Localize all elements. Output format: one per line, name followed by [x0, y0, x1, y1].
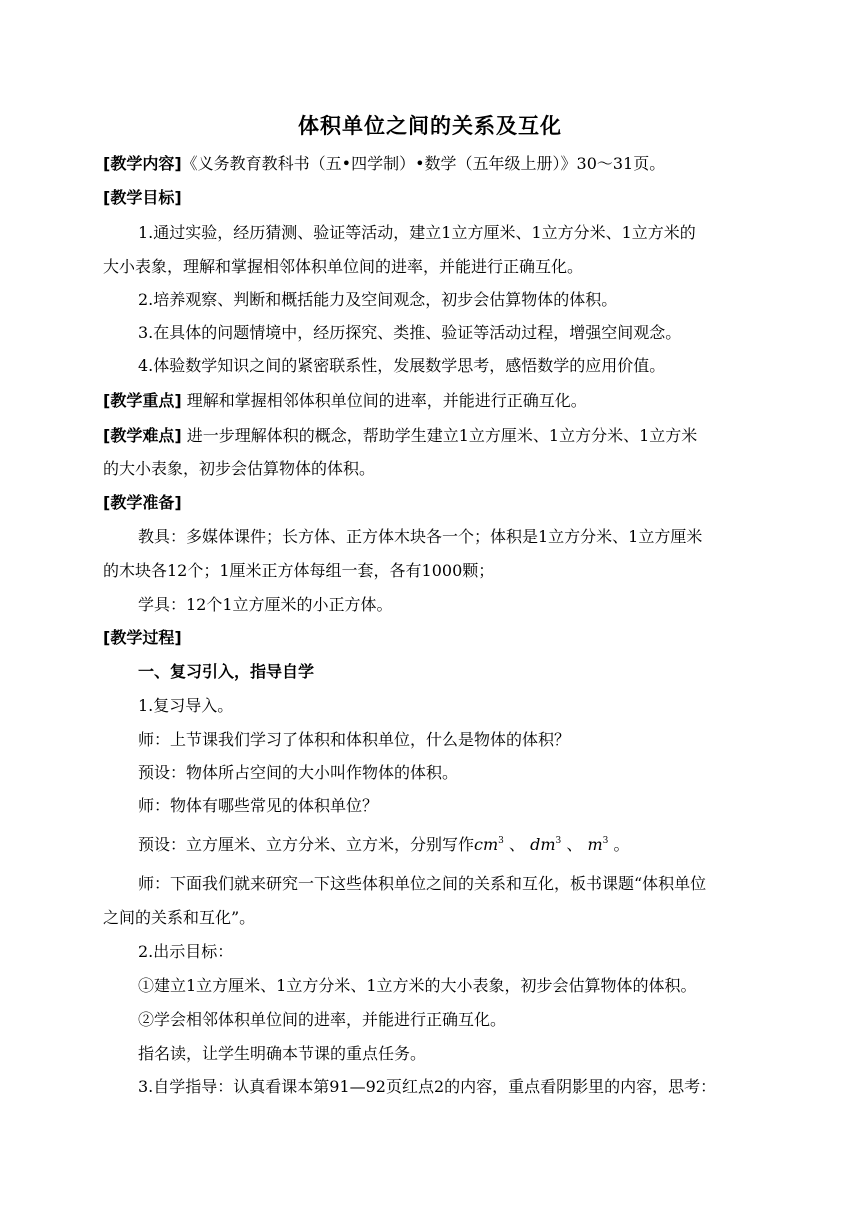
key-label: [教学重点] — [103, 391, 182, 410]
step-3: 3.自学指导：认真看课本第91—92页红点2的内容，重点看阴影里的内容，思考： — [138, 1077, 717, 1096]
key-line — [103, 391, 763, 411]
objective-2: ②学会相邻体积单位间的进率，并能进行正确互化。 — [138, 1010, 507, 1029]
step-2: 2.出示目标： — [138, 942, 234, 961]
unit-cubic-cm: $cm^3$ — [474, 835, 504, 854]
goal-3: 3.在具体的问题情境中，经历探究、类推、验证等活动过程，增强空间观念。 — [138, 323, 682, 342]
separator: 、 — [566, 835, 583, 854]
teacher-talk-3-line-1: 师：下面我们就来研究一下这些体积单位之间的关系和互化，板书课题“体积单位 — [138, 874, 707, 893]
difficulty-line-1 — [103, 426, 763, 446]
goal-1-line-1: 1.通过实验，经历猜测、验证等活动，建立1立方厘米、1立方分米、1立方米的 — [138, 223, 696, 242]
teacher-question-1: 师：上节课我们学习了体积和体积单位，什么是物体的体积？ — [138, 730, 571, 749]
goal-1-line-2: 大小表象，理解和掌握相邻体积单位间的进率，并能进行正确互化。 — [103, 257, 584, 276]
teacher-question-2: 师：物体有哪些常见的体积单位？ — [138, 796, 379, 815]
difficulty-text-1: 进一步理解体积的概念，帮助学生建立1立方厘米、1立方分米、1立方米 — [186, 426, 698, 445]
goals-label: [教学目标] — [103, 188, 182, 207]
objective-1: ①建立1立方厘米、1立方分米、1立方米的大小表象，初步会估算物体的体积。 — [138, 976, 697, 995]
prep-student: 学具：12个1立方厘米的小正方体。 — [138, 595, 393, 614]
separator: 、 — [508, 835, 525, 854]
sentence-end: 。 — [613, 835, 630, 854]
teacher-talk-3-line-2: 之间的关系和互化”。 — [103, 908, 256, 927]
prep-label: [教学准备] — [103, 493, 182, 512]
goal-4: 4.体验数学知识之间的紧密联系性，发展数学思考，感悟数学的应用价值。 — [138, 356, 666, 375]
content-label: [教学内容] — [103, 154, 182, 173]
document-title: 体积单位之间的关系及互化 — [298, 114, 562, 138]
section-1-heading: 一、复习引入，指导自学 — [138, 662, 315, 681]
unit-cubic-dm: $dm^3$ — [530, 835, 562, 854]
read-instruction: 指名读，让学生明确本节课的重点任务。 — [138, 1044, 427, 1063]
preset-answer-2 — [138, 835, 763, 855]
step-1: 1.复习导入。 — [138, 696, 234, 715]
key-text: 理解和掌握相邻体积单位间的进率，并能进行正确互化。 — [186, 391, 587, 410]
preset-answer-2-text: 预设：立方厘米、立方分米、立方米，分别写作 — [138, 835, 475, 854]
difficulty-line-2: 的大小表象，初步会估算物体的体积。 — [103, 459, 376, 478]
difficulty-label: [教学难点] — [103, 426, 182, 445]
prep-teacher-line-1: 教具：多媒体课件；长方体、正方体木块各一个；体积是1立方分米、1立方厘米 — [138, 527, 703, 546]
process-label: [教学过程] — [103, 628, 182, 647]
preset-answer-1: 预设：物体所占空间的大小叫作物体的体积。 — [138, 763, 459, 782]
prep-teacher-line-2: 的木块各12个；1厘米正方体每组一套，各有1000颗； — [103, 561, 495, 580]
goal-2: 2.培养观察、判断和概括能力及空间观念，初步会估算物体的体积。 — [138, 290, 618, 309]
unit-cubic-m: $m^3$ — [587, 835, 609, 854]
content-text: 《义务教育教科书（五•四学制）•数学（五年级上册）》30～31页。 — [181, 154, 666, 173]
content-line — [103, 154, 763, 174]
